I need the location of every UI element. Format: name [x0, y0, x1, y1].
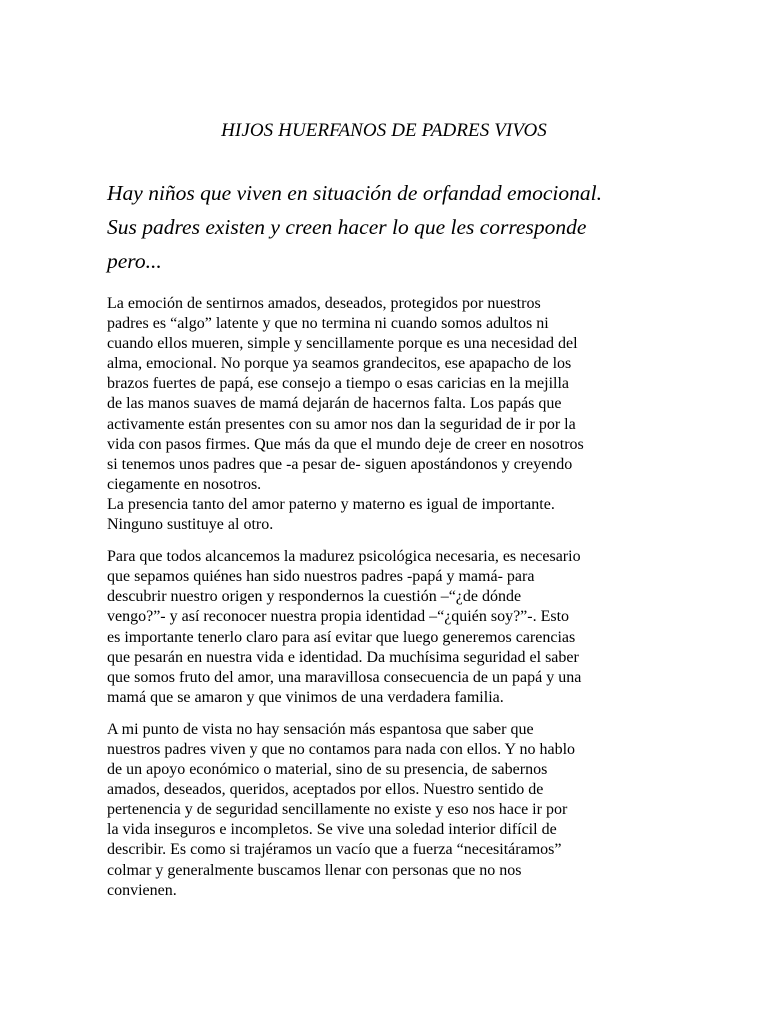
body-line: es importante tenerlo claro para así evitar que luego generemos carencias [107, 628, 576, 646]
body-line: la vida inseguros e incompletos. Se vive una soledad interior difícil de [107, 821, 557, 839]
body-line: describir. Es como si trajéramos un vacío que a fuerza “necesitáramos” [107, 841, 562, 859]
body-line: convienen. [107, 881, 177, 899]
body-line: vida con pasos firmes. Que más da que el mundo deje de creer en nosotros [107, 435, 584, 453]
body-line: cuando ellos mueren, simple y sencillamente porque es una necesidad del [107, 335, 578, 353]
body-line: Para que todos alcancemos la madurez psicológica necesaria, es necesario [107, 548, 581, 566]
document-subtitle [107, 176, 687, 278]
body-line: ciegamente en nosotros. [107, 475, 262, 493]
body-line: vengo?”- y así reconocer nuestra propia identidad –“¿quién soy?”-. Esto [107, 608, 570, 626]
body-line: que sepamos quiénes han sido nuestros padres -papá y mamá- para [107, 568, 535, 586]
body-line: brazos fuertes de papá, ese consejo a tiempo o esas caricias en la mejilla [107, 375, 570, 393]
body-line: amados, deseados, queridos, aceptados por ellos. Nuestro sentido de [107, 781, 544, 799]
body-line: mamá que se amaron y que vinimos de una verdadera familia. [107, 688, 504, 706]
body-line: La emoción de sentirnos amados, deseados, protegidos por nuestros [107, 295, 541, 312]
body-line: A mi punto de vista no hay sensación más espantosa que saber que [107, 720, 534, 738]
body-line: de las manos suaves de mamá dejarán de hacernos falta. Los papás que [107, 395, 562, 413]
paragraph-1 [107, 294, 667, 535]
document-body [107, 294, 667, 913]
body-line: pertenencia y de seguridad sencillamente no existe y eso nos hace ir por [107, 801, 568, 819]
body-line: que somos fruto del amor, una maravillosa consecuencia de un papá y una [107, 668, 582, 686]
body-line: activamente están presentes con su amor nos dan la seguridad de ir por la [107, 415, 576, 433]
body-line: descubrir nuestro origen y respondernos la cuestión –“¿de dónde [107, 588, 522, 606]
body-line: La presencia tanto del amor paterno y materno es igual de importante. [107, 495, 555, 513]
subtitle-line: Hay niños que viven en situación de orfandad emocional. [107, 181, 602, 205]
paragraph-3 [107, 720, 667, 901]
document-title: HIJOS HUERFANOS DE PADRES VIVOS [221, 120, 547, 141]
body-line: si tenemos unos padres que -a pesar de- siguen apostándonos y creyendo [107, 455, 573, 473]
paragraph-2 [107, 547, 667, 708]
body-line: que pesarán en nuestra vida e identidad. Da muchísima seguridad el saber [107, 648, 579, 666]
subtitle-line: pero... [107, 249, 162, 273]
body-line: padres es “algo” latente y que no termina ni cuando somos adultos ni [107, 315, 549, 333]
subtitle-line: Sus padres existen y creen hacer lo que les corresponde [107, 215, 587, 239]
body-line: colmar y generalmente buscamos llenar con personas que no nos [107, 861, 522, 879]
body-line: alma, emocional. No porque ya seamos grandecitos, ese apapacho de los [107, 355, 572, 373]
body-line: nuestros padres viven y que no contamos para nada con ellos. Y no hablo [107, 740, 576, 758]
body-line: de un apoyo económico o material, sino de su presencia, de sabernos [107, 761, 548, 779]
body-line: Ninguno sustituye al otro. [107, 516, 274, 534]
